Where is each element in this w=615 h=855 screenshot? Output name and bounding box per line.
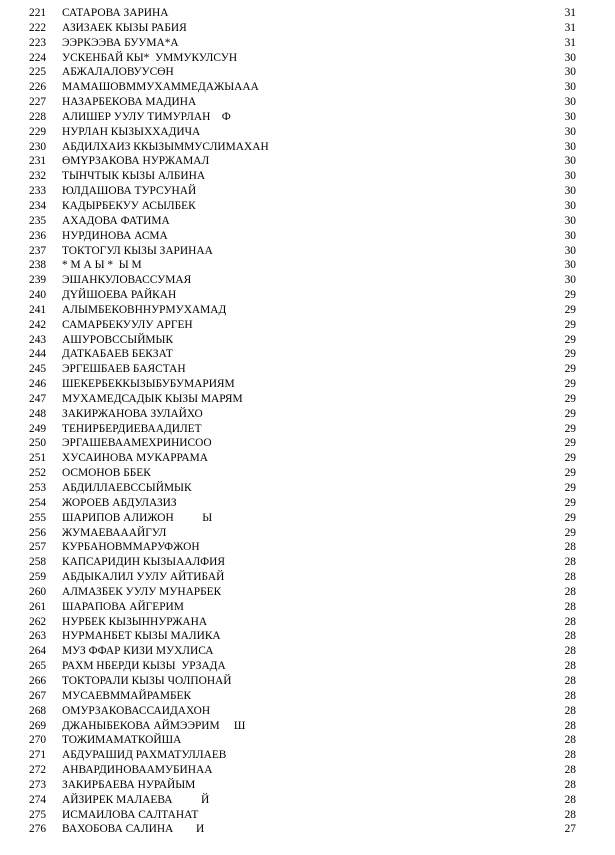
row-name: ШАРИПОВ АЛИЖОН Ы (62, 511, 213, 524)
row-number: 269 (29, 719, 47, 732)
row-number: 271 (29, 749, 47, 762)
row-number: 244 (29, 348, 47, 361)
list-row (0, 80, 615, 95)
row-score: 29 (564, 289, 576, 302)
row-name: МУСАЕВММАЙРАМБЕК (62, 689, 192, 702)
row-score: 29 (564, 303, 576, 316)
row-name: САМАРБЕКУУЛУ АРГЕН (62, 318, 193, 331)
list-row (0, 496, 615, 511)
list-row (0, 288, 615, 303)
row-number: 272 (29, 764, 47, 777)
row-number: 250 (29, 437, 47, 450)
row-number: 273 (29, 778, 47, 791)
row-number: 270 (29, 734, 47, 747)
row-name: ТОЖИМАМАТКОЙША (62, 734, 182, 747)
list-row (0, 704, 615, 719)
row-name: ЗАКИРБАЕВА НУРАЙЫМ (62, 778, 196, 791)
row-score: 29 (564, 437, 576, 450)
row-number: 238 (29, 259, 47, 272)
row-score: 28 (564, 541, 576, 554)
row-number: 258 (29, 556, 47, 569)
row-name: АЙЗИРЕК МАЛАЕВА Й (62, 793, 210, 806)
row-name: ДЖАНЫБЕКОВА АЙМЭЭРИМ Ш (62, 719, 246, 732)
row-score: 30 (564, 170, 576, 183)
row-score: 28 (564, 585, 576, 598)
row-name: АШУРОВССЫЙМЫК (62, 333, 174, 346)
row-score: 31 (564, 21, 576, 34)
row-name: ОСМОНОВ ББЕК (62, 467, 151, 480)
row-number: 221 (29, 7, 47, 19)
row-number: 235 (29, 214, 47, 227)
list-row (0, 481, 615, 496)
row-score: 28 (564, 808, 576, 821)
row-score: 29 (564, 348, 576, 361)
row-score: 29 (564, 392, 576, 405)
row-number: 252 (29, 467, 47, 480)
row-score: 28 (564, 630, 576, 643)
list-row (0, 347, 615, 362)
list-row (0, 392, 615, 407)
row-number: 227 (29, 96, 47, 109)
row-score: 30 (564, 155, 576, 168)
row-number: 229 (29, 125, 47, 138)
row-number: 231 (29, 155, 47, 168)
list-row (0, 95, 615, 110)
row-number: 247 (29, 392, 47, 405)
row-score: 30 (564, 199, 576, 212)
row-score: 29 (564, 526, 576, 539)
row-number: 234 (29, 199, 47, 212)
list-row (0, 6, 615, 21)
row-name: МУЗ ФФАР КИЗИ МУХЛИСА (62, 645, 214, 658)
row-number: 263 (29, 630, 47, 643)
row-name: ТЕНИРБЕРДИЕВААДИЛЕТ (62, 422, 202, 435)
list-row (0, 229, 615, 244)
list-row (0, 333, 615, 348)
row-number: 260 (29, 585, 47, 598)
list-row (0, 733, 615, 748)
list-row (0, 748, 615, 763)
ranked-list (0, 6, 615, 837)
list-row (0, 362, 615, 377)
row-number: 261 (29, 600, 47, 613)
row-score: 30 (564, 51, 576, 64)
list-row (0, 629, 615, 644)
row-number: 222 (29, 21, 47, 34)
row-name: АНВАРДИНОВААМУБИНАА (62, 764, 213, 777)
list-row (0, 273, 615, 288)
row-score: 30 (564, 110, 576, 123)
row-score: 30 (564, 140, 576, 153)
row-score: 28 (564, 749, 576, 762)
list-row (0, 540, 615, 555)
row-number: 255 (29, 511, 47, 524)
list-row (0, 600, 615, 615)
list-row (0, 511, 615, 526)
list-row (0, 21, 615, 36)
list-row (0, 763, 615, 778)
row-name: ШАРАПОВА АЙГЕРИМ (62, 600, 184, 613)
row-score: 30 (564, 214, 576, 227)
list-row (0, 422, 615, 437)
row-number: 275 (29, 808, 47, 821)
list-row (0, 169, 615, 184)
row-score: 28 (564, 615, 576, 628)
list-row (0, 125, 615, 140)
row-name: АХАДОВА ФАТИМА (62, 214, 170, 227)
row-number: 266 (29, 674, 47, 687)
row-name: НАЗАРБЕКОВА МАДИНА (62, 96, 197, 109)
row-name: МУХАМЕДСАДЫК КЫЗЫ МАРЯМ (62, 392, 243, 405)
row-number: 228 (29, 110, 47, 123)
list-row (0, 674, 615, 689)
row-number: 236 (29, 229, 47, 242)
row-score: 28 (564, 778, 576, 791)
row-name: НУРДИНОВА АСМА (62, 229, 168, 242)
list-row (0, 644, 615, 659)
row-number: 267 (29, 689, 47, 702)
row-score: 28 (564, 645, 576, 658)
list-row (0, 258, 615, 273)
row-number: 233 (29, 185, 47, 198)
list-row (0, 407, 615, 422)
list-row (0, 154, 615, 169)
row-score: 28 (564, 704, 576, 717)
list-row (0, 808, 615, 823)
row-number: 225 (29, 66, 47, 79)
row-number: 223 (29, 36, 47, 49)
row-number: 245 (29, 363, 47, 376)
row-name: АБЖАЛАЛОВУУСӨН (62, 66, 174, 79)
row-number: 232 (29, 170, 47, 183)
row-name: ШЕКЕРБЕККЫЗЫБУБУМАРИЯМ (62, 378, 235, 391)
row-name: ТОКТОРАЛИ КЫЗЫ ЧОЛПОНАЙ (62, 674, 232, 687)
list-row (0, 526, 615, 541)
row-name: КАДЫРБЕКУУ АСЫЛБЕК (62, 199, 196, 212)
row-score: 28 (564, 719, 576, 732)
list-row (0, 555, 615, 570)
row-score: 31 (564, 36, 576, 49)
row-score: 29 (564, 482, 576, 494)
list-row (0, 689, 615, 704)
row-score: 28 (564, 556, 576, 569)
row-number: 262 (29, 615, 47, 628)
list-row (0, 822, 615, 837)
row-score: 30 (564, 229, 576, 242)
row-score: 29 (564, 363, 576, 376)
row-name: АЛИШЕР УУЛУ ТИМУРЛАН Ф (62, 110, 231, 123)
row-name: ОМУРЗАКОВАССАИДАХОН (62, 704, 211, 717)
row-score: 29 (564, 318, 576, 331)
list-row (0, 214, 615, 229)
row-name: ЮЛДАШОВА ТУРСУНАЙ (62, 185, 197, 198)
row-number: 249 (29, 422, 47, 435)
row-name: НУРЛАН КЫЗЫХХАДИЧА (62, 125, 201, 138)
row-name: ВАХОБОВА САЛИНА И (62, 823, 205, 836)
row-name: НУРМАНБЕТ КЫЗЫ МАЛИКА (62, 630, 221, 643)
row-name: АЛЫМБЕКОВННУРМУХАМАД (62, 303, 227, 316)
row-score: 28 (564, 600, 576, 613)
row-number: 257 (29, 541, 47, 554)
row-number: 237 (29, 244, 47, 257)
row-name: ДАТКАБАЕВ БЕКЗАТ (62, 348, 173, 361)
row-name: КУРБАНОВММАРУФЖОН (62, 541, 200, 554)
list-row (0, 436, 615, 451)
row-name: УСКЕНБАЙ КЫ* УММУКУЛСУН (62, 51, 238, 64)
row-score: 29 (564, 422, 576, 435)
row-number: 259 (29, 571, 47, 584)
row-name: ЭРГЕШБАЕВ БАЯСТАН (62, 363, 186, 376)
row-score: 30 (564, 66, 576, 79)
list-row (0, 318, 615, 333)
list-row (0, 199, 615, 214)
row-score: 29 (564, 333, 576, 346)
row-score: 28 (564, 734, 576, 747)
row-name: ЭШАНКУЛОВАССУМАЯ (62, 274, 192, 287)
row-name: ЗАКИРЖАНОВА ЗУЛАЙХО (62, 407, 203, 420)
row-number: 241 (29, 303, 47, 316)
row-name: НУРБЕК КЫЗЫННУРЖАНА (62, 615, 208, 628)
row-name: САТАРОВА ЗАРИНА (62, 7, 169, 19)
list-row (0, 719, 615, 734)
row-number: 248 (29, 407, 47, 420)
row-score: 28 (564, 660, 576, 673)
row-name: ӨМҮРЗАКОВА НУРЖАМАЛ (62, 155, 210, 168)
row-name: АБДИЛЛАЕВССЫЙМЫК (62, 482, 192, 494)
row-number: 274 (29, 793, 47, 806)
row-number: 276 (29, 823, 47, 836)
list-row (0, 570, 615, 585)
row-name: ЭРГАШЕВААМЕХРИНИСОО (62, 437, 212, 450)
row-number: 224 (29, 51, 47, 64)
row-name: АЗИЗАЕК КЫЗЫ РАБИЯ (62, 21, 187, 34)
row-name: ТЫНЧТЫК КЫЗЫ АЛБИНА (62, 170, 206, 183)
row-score: 30 (564, 81, 576, 94)
list-row (0, 65, 615, 80)
row-name: * М А Ы * Ы М (62, 259, 142, 272)
row-number: 242 (29, 318, 47, 331)
row-score: 31 (564, 7, 576, 19)
row-score: 29 (564, 511, 576, 524)
row-number: 268 (29, 704, 47, 717)
row-number: 251 (29, 452, 47, 465)
list-row (0, 451, 615, 466)
list-row (0, 110, 615, 125)
list-row (0, 793, 615, 808)
list-row (0, 303, 615, 318)
row-score: 28 (564, 689, 576, 702)
row-score: 29 (564, 467, 576, 480)
row-score: 28 (564, 764, 576, 777)
row-score: 30 (564, 274, 576, 287)
list-row (0, 184, 615, 199)
row-number: 243 (29, 333, 47, 346)
row-score: 30 (564, 185, 576, 198)
list-row (0, 377, 615, 392)
row-score: 28 (564, 571, 576, 584)
row-name: АБДЫКАЛИЛ УУЛУ АЙТИБАЙ (62, 571, 225, 584)
row-score: 30 (564, 96, 576, 109)
row-name: АБДУРАШИД РАХМАТУЛЛАЕВ (62, 749, 227, 762)
row-score: 30 (564, 125, 576, 138)
row-number: 239 (29, 274, 47, 287)
row-name: ТОКТОГУЛ КЫЗЫ ЗАРИНАА (62, 244, 213, 257)
list-row (0, 585, 615, 600)
list-row (0, 615, 615, 630)
row-number: 264 (29, 645, 47, 658)
row-score: 28 (564, 674, 576, 687)
row-name: ДҮЙШОЕВА РАЙКАН (62, 289, 177, 302)
row-name: ХУСАИНОВА МУКАРРАМА (62, 452, 208, 465)
row-score: 30 (564, 244, 576, 257)
row-name: ЖУМАЕВАААЙГУЛ (62, 526, 167, 539)
row-number: 254 (29, 496, 47, 509)
row-score: 29 (564, 378, 576, 391)
row-name: АЛМАЗБЕК УУЛУ МУНАРБЕК (62, 585, 222, 598)
row-number: 265 (29, 660, 47, 673)
row-number: 256 (29, 526, 47, 539)
row-name: ЖОРОЕВ АБДУЛАЗИЗ (62, 496, 177, 509)
row-number: 226 (29, 81, 47, 94)
row-name: МАМАШОВММУХАММЕДАЖЫААА (62, 81, 259, 94)
row-score: 30 (564, 259, 576, 272)
row-score: 29 (564, 496, 576, 509)
list-row (0, 140, 615, 155)
row-name: ИСМАИЛОВА САЛТАНАТ (62, 808, 199, 821)
row-score: 29 (564, 407, 576, 420)
row-name: АБДИЛХАИЗ ККЫЗЫММУСЛИМАХАН (62, 140, 269, 153)
row-number: 230 (29, 140, 47, 153)
row-score: 28 (564, 793, 576, 806)
row-number: 246 (29, 378, 47, 391)
row-name: ЭЭРКЭЭВА БУУМА*А (62, 36, 179, 49)
list-row (0, 466, 615, 481)
row-name: КАПСАРИДИН КЫЗЫААЛФИЯ (62, 556, 225, 569)
row-score: 27 (564, 823, 576, 836)
list-row (0, 778, 615, 793)
list-row (0, 51, 615, 66)
list-row (0, 659, 615, 674)
row-number: 253 (29, 482, 47, 494)
row-number: 240 (29, 289, 47, 302)
list-row (0, 244, 615, 259)
row-name: РАХМ НБЕРДИ КЫЗЫ УРЗАДА (62, 660, 226, 673)
list-row (0, 36, 615, 51)
row-score: 29 (564, 452, 576, 465)
